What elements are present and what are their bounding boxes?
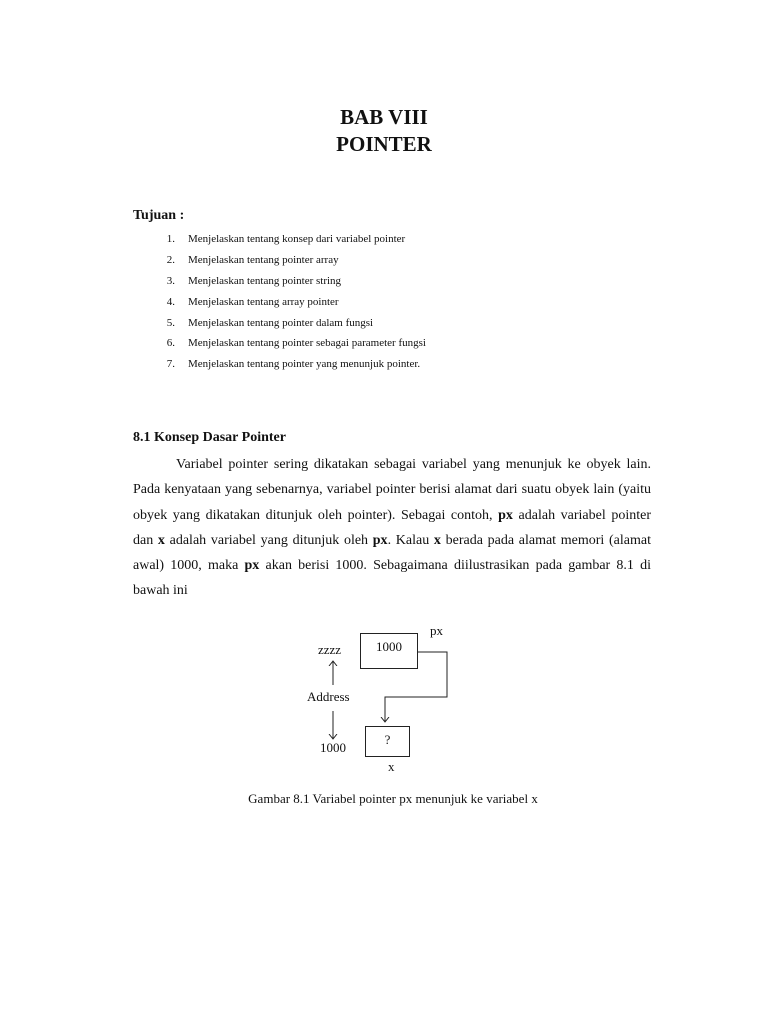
zzzz-label: zzzz (318, 642, 342, 657)
para-text: . Kalau (387, 532, 434, 548)
objective-item (133, 231, 426, 252)
objective-text: Menjelaskan tentang pointer array (188, 253, 339, 266)
objective-spacer (175, 294, 188, 315)
objective-spacer (175, 273, 188, 294)
objective-item (133, 294, 426, 315)
objective-number: 5. (166, 316, 175, 329)
objective-number: 1. (166, 233, 175, 245)
x-label: x (388, 759, 395, 774)
para-text: Variabel pointer sering dikatakan sebagai variabel yang menunjuk ke obyek lain. Pada kenyataan yang sebenarnya, variabel pointer berisi alamat dari suatu obyek lain (yaitu obyek yang dikatakan ditunjuk oleh pointer). Sebagai contoh, (133, 457, 651, 523)
objective-text: Menjelaskan tentang array pointer (188, 295, 339, 308)
px-box (360, 633, 418, 669)
para-text: adalah variabel yang ditunjuk oleh (164, 532, 373, 548)
para-term: px (498, 507, 513, 523)
objective-number: 4. (166, 295, 175, 308)
objective-item (133, 315, 426, 336)
objective-text: Menjelaskan tentang pointer sebagai parameter fungsi (188, 337, 426, 350)
objective-number: 3. (166, 274, 175, 287)
para-text: akan berisi 1000. Sebagaimana diilustrasikan pada gambar 8.1 di bawah ini (133, 558, 651, 599)
objective-item (133, 273, 426, 294)
para-text: adalah variabel pointer dan (133, 507, 651, 548)
chapter-title (0, 104, 768, 158)
para-term: x (157, 532, 165, 548)
address-value: 1000 (320, 740, 346, 755)
objective-spacer (175, 252, 188, 273)
x-box (365, 726, 410, 757)
objective-item (133, 252, 426, 273)
objective-text: Menjelaskan tentang pointer yang menunjuk pointer. (188, 358, 421, 371)
objective-spacer (175, 315, 188, 336)
objective-text: Menjelaskan tentang konsep dari variabel pointer (188, 233, 406, 245)
objectives-list (133, 231, 426, 377)
objective-number: 7. (166, 358, 175, 371)
objective-spacer (175, 231, 188, 252)
objective-text: Menjelaskan tentang pointer dalam fungsi (188, 316, 374, 329)
chapter-number: BAB VIII (340, 105, 428, 129)
objective-spacer (175, 335, 188, 356)
objective-number: 2. (166, 253, 175, 266)
px-value: 1000 (376, 639, 402, 654)
section-heading: 8.1 Konsep Dasar Pointer (133, 430, 286, 445)
objective-spacer (175, 356, 188, 377)
px-label: px (430, 623, 443, 638)
objective-item (133, 335, 426, 356)
x-value: ? (384, 732, 391, 747)
para-term: px (372, 532, 388, 548)
objective-text: Menjelaskan tentang pointer string (188, 274, 342, 287)
objective-item (133, 356, 426, 377)
figure-caption: Gambar 8.1 Variabel pointer px menunjuk ke variabel x (248, 791, 538, 806)
chapter-name: POINTER (336, 132, 432, 156)
para-term: x (433, 532, 441, 548)
objectives-heading: Tujuan : (133, 208, 185, 223)
objective-number: 6. (166, 337, 175, 350)
section-paragraph (133, 452, 651, 604)
para-text: berada pada alamat memori (alamat awal) 1000, maka (133, 532, 651, 574)
para-term: px (244, 558, 260, 574)
address-label: Address (307, 689, 350, 704)
